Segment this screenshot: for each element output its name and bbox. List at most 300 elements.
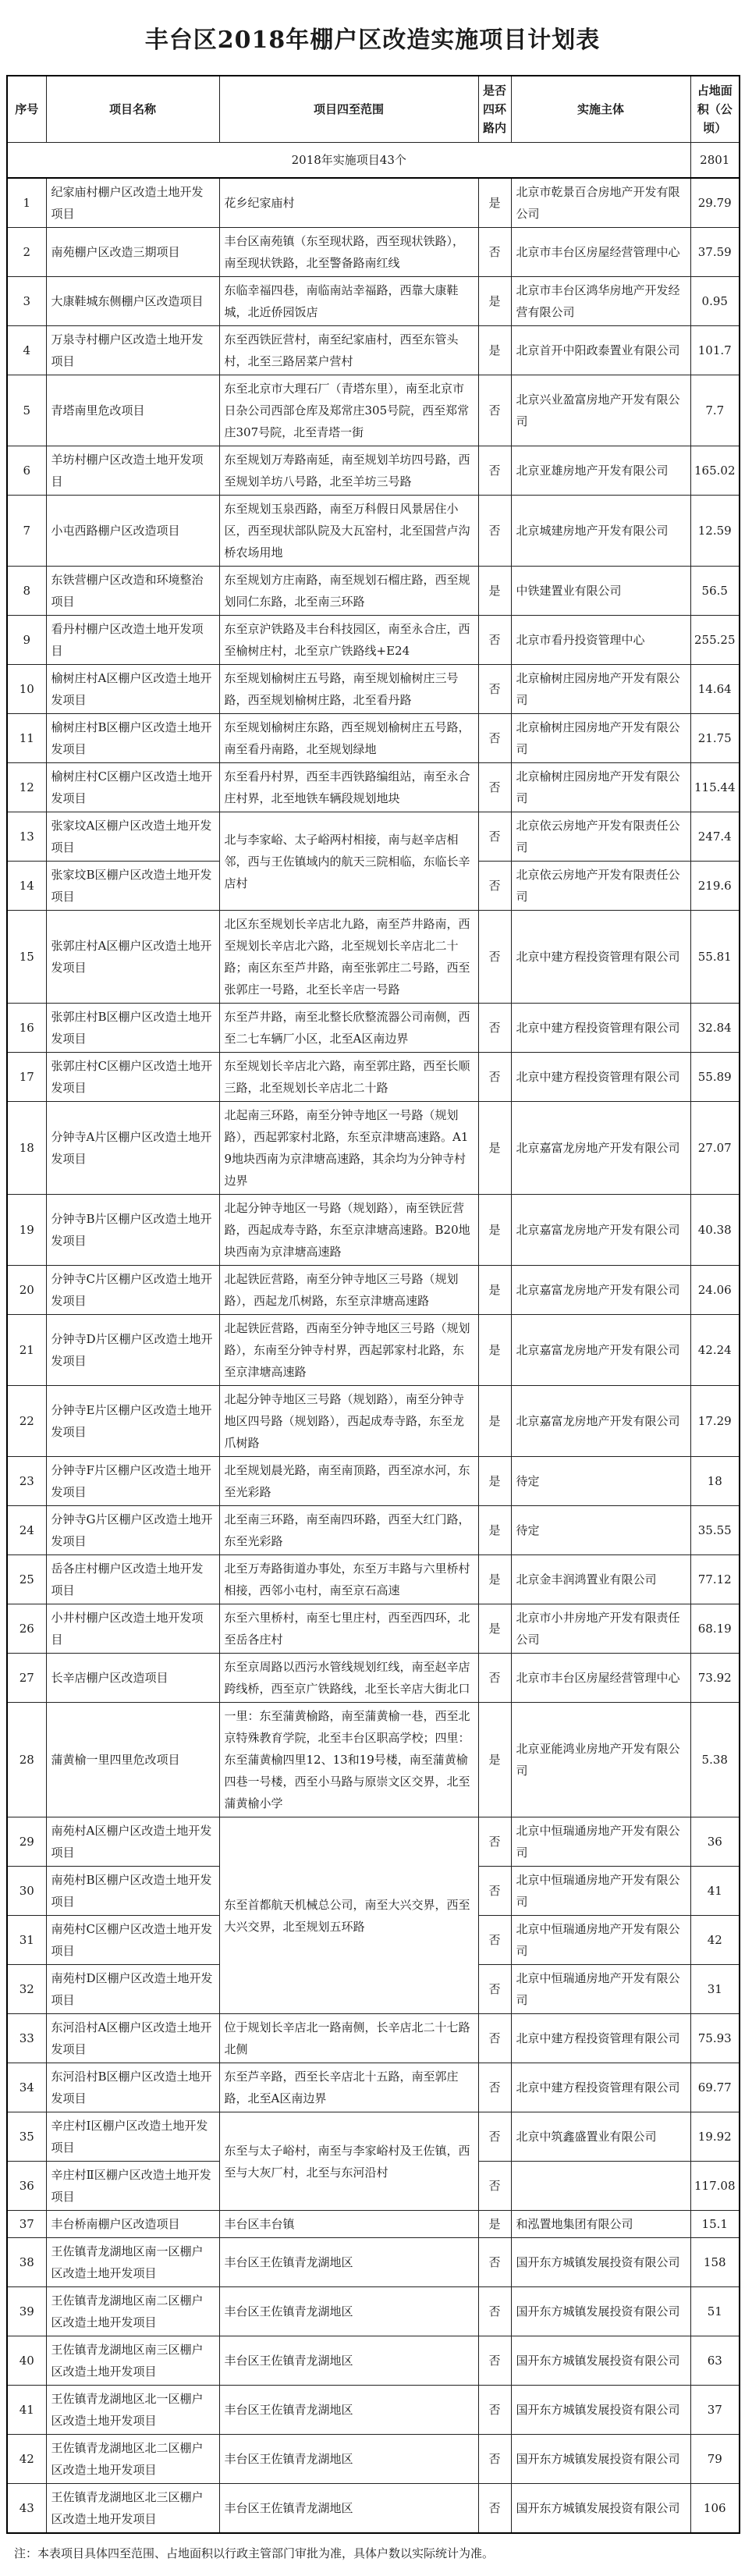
row-number-cell: 25 (7, 1555, 46, 1604)
project-name-cell: 王佐镇青龙湖地区北三区棚户区改造土地开发项目 (46, 2484, 219, 2534)
in-ring-cell: 否 (478, 2287, 511, 2336)
project-name-cell: 南苑村C区棚户区改造土地开发项目 (46, 1916, 219, 1965)
area-cell: 27.07 (690, 1102, 740, 1195)
entity-cell: 国开东方城镇发展投资有限公司 (511, 2336, 690, 2386)
in-ring-cell: 是 (478, 2211, 511, 2238)
in-ring-cell: 否 (478, 1654, 511, 1703)
table-row (7, 1053, 740, 1102)
row-number-cell: 20 (7, 1266, 46, 1315)
entity-cell: 北京嘉富龙房地产开发有限公司 (511, 1266, 690, 1315)
in-ring-cell: 是 (478, 1315, 511, 1386)
header-project-name: 项目名称 (46, 76, 219, 143)
table-row (7, 2211, 740, 2238)
table-row (7, 2063, 740, 2112)
area-cell: 32.84 (690, 1004, 740, 1053)
in-ring-cell: 是 (478, 1457, 511, 1506)
row-number-cell: 7 (7, 496, 46, 567)
project-name-cell: 分钟寺G片区棚户区改造土地开发项目 (46, 1506, 219, 1555)
project-range-cell: 丰台区王佐镇青龙湖地区 (219, 2435, 478, 2484)
area-cell: 63 (690, 2336, 740, 2386)
entity-cell: 国开东方城镇发展投资有限公司 (511, 2238, 690, 2287)
table-row (7, 2484, 740, 2534)
area-cell: 77.12 (690, 1555, 740, 1604)
table-row (7, 326, 740, 375)
project-range-cell: 北至南三环路，南至南四环路，西至大红门路，东至光彩路 (219, 1506, 478, 1555)
entity-cell: 北京中建方程投资管理有限公司 (511, 2063, 690, 2112)
table-row (7, 714, 740, 763)
header-implementing-entity: 实施主体 (511, 76, 690, 143)
row-number-cell: 9 (7, 616, 46, 665)
footnote: 注：本表项目具体四至范围、占地面积以行政主管部门审批为准，具体户数以实际统计为准。 (14, 2546, 495, 2560)
in-ring-cell: 否 (478, 1867, 511, 1916)
entity-cell: 北京嘉富龙房地产开发有限公司 (511, 1195, 690, 1266)
in-ring-cell: 否 (478, 2063, 511, 2112)
in-ring-cell: 是 (478, 1386, 511, 1457)
table-row (7, 1506, 740, 1555)
table-row (7, 616, 740, 665)
row-number-cell: 6 (7, 446, 46, 496)
project-range-cell: 丰台区王佐镇青龙湖地区 (219, 2336, 478, 2386)
project-name-cell: 岳各庄村棚户区改造土地开发项目 (46, 1555, 219, 1604)
entity-cell: 北京市小井房地产开发有限责任公司 (511, 1604, 690, 1654)
project-name-cell: 张郭庄村A区棚户区改造土地开发项目 (46, 911, 219, 1004)
project-name-cell: 东铁营棚户区改造和环境整治项目 (46, 567, 219, 616)
area-cell: 51 (690, 2287, 740, 2336)
table-row (7, 496, 740, 567)
row-number-cell: 13 (7, 812, 46, 862)
entity-cell: 北京中建方程投资管理有限公司 (511, 1053, 690, 1102)
in-ring-cell: 否 (478, 2238, 511, 2287)
area-cell: 0.95 (690, 277, 740, 326)
in-ring-cell: 是 (478, 1266, 511, 1315)
project-name-cell: 万泉寺村棚户区改造土地开发项目 (46, 326, 219, 375)
project-range-cell: 东临幸福四巷，南临南站幸福路，西靠大康鞋城，北近侨园饭店 (219, 277, 478, 326)
row-number-cell: 28 (7, 1703, 46, 1817)
in-ring-cell: 否 (478, 1965, 511, 2014)
table-row (7, 2238, 740, 2287)
area-cell: 21.75 (690, 714, 740, 763)
area-cell: 36 (690, 1817, 740, 1867)
table-row (7, 2112, 740, 2162)
in-ring-cell: 是 (478, 1506, 511, 1555)
row-number-cell: 31 (7, 1916, 46, 1965)
table-row (7, 1604, 740, 1654)
project-range-cell: 北起铁匠营路，西南至分钟寺地区三号路（规划路），东南至分钟寺村界，西起郭家村北路，东至京津塘高速路 (219, 1315, 478, 1386)
entity-cell (511, 2162, 690, 2211)
summary-label-cell: 2018年实施项目43个 (7, 143, 690, 179)
in-ring-cell: 否 (478, 2014, 511, 2063)
entity-cell: 北京市看丹投资管理中心 (511, 616, 690, 665)
project-range-cell: 东至芦辛路，西至长辛店北十五路，南至郭庄路，北至A区南边界 (219, 2063, 478, 2112)
row-number-cell: 16 (7, 1004, 46, 1053)
summary-area-cell: 2801 (690, 143, 740, 179)
row-number-cell: 36 (7, 2162, 46, 2211)
area-cell: 55.81 (690, 911, 740, 1004)
entity-cell: 北京金丰润鸿置业有限公司 (511, 1555, 690, 1604)
summary-row (7, 143, 740, 179)
header-project-range: 项目四至范围 (219, 76, 478, 143)
entity-cell: 北京嘉富龙房地产开发有限公司 (511, 1102, 690, 1195)
row-number-cell: 21 (7, 1315, 46, 1386)
project-range-cell: 一里：东至蒲黄榆路，南至蒲黄榆一巷，西至北京特殊教育学院，北至丰台区职高学校；四里：东至蒲黄榆四里12、13和19号楼，南至蒲黄榆四巷一号楼，西至小马路与原崇文区交界，北至蒲黄榆小学 (219, 1703, 478, 1817)
table-row (7, 1195, 740, 1266)
project-name-cell: 东河沿村A区棚户区改造土地开发项目 (46, 2014, 219, 2063)
table-row (7, 2386, 740, 2435)
table-row (7, 375, 740, 446)
row-number-cell: 1 (7, 178, 46, 228)
table-row (7, 228, 740, 277)
table-body (7, 143, 740, 2534)
in-ring-cell: 否 (478, 2162, 511, 2211)
in-ring-cell: 否 (478, 496, 511, 567)
project-range-cell: 东至与太子峪村，南至与李家峪村及王佐镇，西至与大灰厂村，北至与东河沿村 (219, 2112, 478, 2211)
project-name-cell: 王佐镇青龙湖地区南三区棚户区改造土地开发项目 (46, 2336, 219, 2386)
area-cell: 29.79 (690, 178, 740, 228)
project-name-cell: 南苑村D区棚户区改造土地开发项目 (46, 1965, 219, 2014)
project-range-cell: 北与李家峪、太子峪两村相接，南与赵辛店相邻，西与王佐镇域内的航天三院相临，东临长辛店村 (219, 812, 478, 911)
entity-cell: 国开东方城镇发展投资有限公司 (511, 2386, 690, 2435)
row-number-cell: 35 (7, 2112, 46, 2162)
project-range-cell: 东至京周路以西污水管线规划红线，南至赵辛店跨线桥，西至京广铁路线，北至长辛店大街北口 (219, 1654, 478, 1703)
project-range-cell: 东至京沪铁路及丰台科技园区，南至永合庄，西至榆树庄村，北至京广铁路线+E24 (219, 616, 478, 665)
entity-cell: 北京中建方程投资管理有限公司 (511, 911, 690, 1004)
table-row (7, 1555, 740, 1604)
project-range-cell: 北至规划晨光路，南至南顶路，西至凉水河，东至光彩路 (219, 1457, 478, 1506)
project-name-cell: 东河沿村B区棚户区改造土地开发项目 (46, 2063, 219, 2112)
entity-cell: 北京榆树庄园房地产开发有限公司 (511, 714, 690, 763)
in-ring-cell: 否 (478, 911, 511, 1004)
area-cell: 75.93 (690, 2014, 740, 2063)
area-cell: 12.59 (690, 496, 740, 567)
project-name-cell: 分钟寺D片区棚户区改造土地开发项目 (46, 1315, 219, 1386)
area-cell: 117.08 (690, 2162, 740, 2211)
project-name-cell: 张家坟A区棚户区改造土地开发项目 (46, 812, 219, 862)
project-range-cell: 丰台区丰台镇 (219, 2211, 478, 2238)
project-name-cell: 王佐镇青龙湖地区北二区棚户区改造土地开发项目 (46, 2435, 219, 2484)
table-row (7, 2014, 740, 2063)
area-cell: 5.38 (690, 1703, 740, 1817)
project-range-cell: 东至看丹村界，西至丰西铁路编组站，南至永合庄村界，北至地铁车辆段规划地块 (219, 763, 478, 812)
area-cell: 35.55 (690, 1506, 740, 1555)
in-ring-cell: 是 (478, 178, 511, 228)
in-ring-cell: 否 (478, 1916, 511, 1965)
project-name-cell: 小井村棚户区改造土地开发项目 (46, 1604, 219, 1654)
row-number-cell: 37 (7, 2211, 46, 2238)
project-range-cell: 丰台区南苑镇（东至现状路，西至现状铁路），南至现状铁路，北至警备路南红线 (219, 228, 478, 277)
project-name-cell: 张郭庄村B区棚户区改造土地开发项目 (46, 1004, 219, 1053)
table-row (7, 178, 740, 228)
header-land-area: 占地面积（公顷） (690, 76, 740, 143)
area-cell: 158 (690, 2238, 740, 2287)
area-cell: 37.59 (690, 228, 740, 277)
entity-cell: 北京市丰台区鸿华房地产开发经营有限公司 (511, 277, 690, 326)
project-range-cell: 东至规划玉泉西路，南至万科假日风景居住小区，西至现状部队院及大瓦窑村，北至国营卢沟桥农场用地 (219, 496, 478, 567)
area-cell: 31 (690, 1965, 740, 2014)
area-cell: 101.7 (690, 326, 740, 375)
row-number-cell: 5 (7, 375, 46, 446)
area-cell: 42.24 (690, 1315, 740, 1386)
in-ring-cell: 是 (478, 277, 511, 326)
project-range-cell: 东至北京市大理石厂（青塔东里），南至北京市日杂公司西部仓库及郑常庄305号院，西至郑常庄307号院，北至青塔一街 (219, 375, 478, 446)
row-number-cell: 33 (7, 2014, 46, 2063)
project-name-cell: 蒲黄榆一里四里危改项目 (46, 1703, 219, 1817)
project-name-cell: 分钟寺A片区棚户区改造土地开发项目 (46, 1102, 219, 1195)
project-range-cell: 东至规划方庄南路，南至规划石榴庄路，西至规划同仁东路，北至南三环路 (219, 567, 478, 616)
row-number-cell: 3 (7, 277, 46, 326)
area-cell: 42 (690, 1916, 740, 1965)
table-row (7, 2287, 740, 2336)
project-name-cell: 分钟寺E片区棚户区改造土地开发项目 (46, 1386, 219, 1457)
area-cell: 115.44 (690, 763, 740, 812)
header-serial-number: 序号 (7, 76, 46, 143)
row-number-cell: 29 (7, 1817, 46, 1867)
in-ring-cell: 否 (478, 763, 511, 812)
table-row (7, 1654, 740, 1703)
row-number-cell: 11 (7, 714, 46, 763)
project-name-cell: 纪家庙村棚户区改造土地开发项目 (46, 178, 219, 228)
entity-cell: 北京中恒瑞通房地产开发有限公司 (511, 1965, 690, 2014)
entity-cell: 北京亚能鸿业房地产开发有限公司 (511, 1703, 690, 1817)
project-name-cell: 大康鞋城东侧棚户区改造项目 (46, 277, 219, 326)
area-cell: 79 (690, 2435, 740, 2484)
row-number-cell: 43 (7, 2484, 46, 2534)
in-ring-cell: 是 (478, 1555, 511, 1604)
in-ring-cell: 否 (478, 446, 511, 496)
entity-cell: 北京依云房地产开发有限责任公司 (511, 812, 690, 862)
project-range-cell: 北起分钟寺地区一号路（规划路），南至铁匠营路，西起成寿寺路，东至京津塘高速路。B20地块西南为京津塘高速路 (219, 1195, 478, 1266)
entity-cell: 北京中恒瑞通房地产开发有限公司 (511, 1867, 690, 1916)
entity-cell: 北京嘉富龙房地产开发有限公司 (511, 1386, 690, 1457)
area-cell: 40.38 (690, 1195, 740, 1266)
in-ring-cell: 否 (478, 665, 511, 714)
project-name-cell: 分钟寺C片区棚户区改造土地开发项目 (46, 1266, 219, 1315)
area-cell: 41 (690, 1867, 740, 1916)
project-name-cell: 南苑村A区棚户区改造土地开发项目 (46, 1817, 219, 1867)
row-number-cell: 30 (7, 1867, 46, 1916)
project-name-cell: 王佐镇青龙湖地区南二区棚户区改造土地开发项目 (46, 2287, 219, 2336)
project-plan-table (6, 75, 740, 2534)
table-row (7, 1004, 740, 1053)
project-name-cell: 张家坟B区棚户区改造土地开发项目 (46, 862, 219, 911)
in-ring-cell: 否 (478, 714, 511, 763)
entity-cell: 国开东方城镇发展投资有限公司 (511, 2435, 690, 2484)
project-range-cell: 东至规划榆树庄东路，西至规划榆树庄五号路，南至看丹南路，北至规划绿地 (219, 714, 478, 763)
project-range-cell: 东至规划榆树庄五号路，南至规划榆树庄三号路，西至规划榆树庄路，北至看丹路 (219, 665, 478, 714)
project-name-cell: 分钟寺F片区棚户区改造土地开发项目 (46, 1457, 219, 1506)
project-name-cell: 南苑村B区棚户区改造土地开发项目 (46, 1867, 219, 1916)
table-row (7, 812, 740, 862)
project-name-cell: 长辛店棚户区改造项目 (46, 1654, 219, 1703)
area-cell: 219.6 (690, 862, 740, 911)
in-ring-cell: 是 (478, 567, 511, 616)
area-cell: 19.92 (690, 2112, 740, 2162)
in-ring-cell: 否 (478, 616, 511, 665)
row-number-cell: 17 (7, 1053, 46, 1102)
in-ring-cell: 否 (478, 1053, 511, 1102)
entity-cell: 北京中建方程投资管理有限公司 (511, 2014, 690, 2063)
table-row (7, 1315, 740, 1386)
entity-cell: 北京兴业盈富房地产开发有限公司 (511, 375, 690, 446)
project-range-cell: 东至规划长辛店北六路，南至郭庄路，西至长顺三路，北至规划长辛店北二十路 (219, 1053, 478, 1102)
in-ring-cell: 是 (478, 1102, 511, 1195)
row-number-cell: 41 (7, 2386, 46, 2435)
in-ring-cell: 否 (478, 812, 511, 862)
entity-cell: 北京榆树庄园房地产开发有限公司 (511, 665, 690, 714)
in-ring-cell: 否 (478, 2336, 511, 2386)
row-number-cell: 24 (7, 1506, 46, 1555)
area-cell: 18 (690, 1457, 740, 1506)
row-number-cell: 32 (7, 1965, 46, 2014)
row-number-cell: 12 (7, 763, 46, 812)
in-ring-cell: 否 (478, 2484, 511, 2534)
project-name-cell: 丰台桥南棚户区改造项目 (46, 2211, 219, 2238)
project-range-cell: 北起南三环路，南至分钟寺地区一号路（规划路），西起郭家村北路，东至京津塘高速路。A19地块西南为京津塘高速路，其余均为分钟寺村边界 (219, 1102, 478, 1195)
row-number-cell: 26 (7, 1604, 46, 1654)
area-cell: 106 (690, 2484, 740, 2534)
in-ring-cell: 否 (478, 1004, 511, 1053)
project-range-cell: 丰台区王佐镇青龙湖地区 (219, 2386, 478, 2435)
table-row (7, 446, 740, 496)
project-name-cell: 张郭庄村C区棚户区改造土地开发项目 (46, 1053, 219, 1102)
table-row (7, 911, 740, 1004)
project-range-cell: 丰台区王佐镇青龙湖地区 (219, 2287, 478, 2336)
row-number-cell: 27 (7, 1654, 46, 1703)
area-cell: 165.02 (690, 446, 740, 496)
area-cell: 15.1 (690, 2211, 740, 2238)
area-cell: 247.4 (690, 812, 740, 862)
row-number-cell: 14 (7, 862, 46, 911)
project-name-cell: 榆树庄村A区棚户区改造土地开发项目 (46, 665, 219, 714)
project-range-cell: 北至万寿路街道办事处，东至万丰路与六里桥村相接，西邻小屯村，南至京石高速 (219, 1555, 478, 1604)
in-ring-cell: 否 (478, 375, 511, 446)
area-cell: 17.29 (690, 1386, 740, 1457)
entity-cell: 北京依云房地产开发有限责任公司 (511, 862, 690, 911)
table-row (7, 2435, 740, 2484)
entity-cell: 北京榆树庄园房地产开发有限公司 (511, 763, 690, 812)
area-cell: 68.19 (690, 1604, 740, 1654)
table-row (7, 277, 740, 326)
row-number-cell: 19 (7, 1195, 46, 1266)
entity-cell: 北京中筑鑫盛置业有限公司 (511, 2112, 690, 2162)
area-cell: 55.89 (690, 1053, 740, 1102)
in-ring-cell: 否 (478, 2435, 511, 2484)
entity-cell: 北京市丰台区房屋经营管理中心 (511, 228, 690, 277)
project-name-cell: 榆树庄村B区棚户区改造土地开发项目 (46, 714, 219, 763)
table-row (7, 2336, 740, 2386)
row-number-cell: 34 (7, 2063, 46, 2112)
project-name-cell: 南苑棚户区改造三期项目 (46, 228, 219, 277)
project-name-cell: 羊坊村棚户区改造土地开发项目 (46, 446, 219, 496)
area-cell: 255.25 (690, 616, 740, 665)
entity-cell: 待定 (511, 1506, 690, 1555)
project-range-cell: 花乡纪家庙村 (219, 178, 478, 228)
area-cell: 56.5 (690, 567, 740, 616)
row-number-cell: 39 (7, 2287, 46, 2336)
area-cell: 73.92 (690, 1654, 740, 1703)
project-name-cell: 小屯西路棚户区改造项目 (46, 496, 219, 567)
table-row (7, 1266, 740, 1315)
row-number-cell: 2 (7, 228, 46, 277)
table-row (7, 1703, 740, 1817)
row-number-cell: 10 (7, 665, 46, 714)
entity-cell: 北京市丰台区房屋经营管理中心 (511, 1654, 690, 1703)
project-range-cell: 东至六里桥村，南至七里庄村，西至西四环，北至岳各庄村 (219, 1604, 478, 1654)
project-range-cell: 东至芦井路，南至北整长欣整流器公司南侧，西至二七车辆厂小区，北至A区南边界 (219, 1004, 478, 1053)
in-ring-cell: 否 (478, 1817, 511, 1867)
in-ring-cell: 是 (478, 326, 511, 375)
project-range-cell: 位于规划长辛店北一路南侧，长辛店北二十七路北侧 (219, 2014, 478, 2063)
table-row (7, 665, 740, 714)
area-cell: 7.7 (690, 375, 740, 446)
row-number-cell: 8 (7, 567, 46, 616)
project-range-cell: 东至首都航天机械总公司，南至大兴交界，西至大兴交界，北至规划五环路 (219, 1817, 478, 2014)
header-in-fourth-ring: 是否四环路内 (478, 76, 511, 143)
table-row (7, 763, 740, 812)
project-range-cell: 北起分钟寺地区三号路（规划路），南至分钟寺地区四号路（规划路），西起成寿寺路，东至龙爪树路 (219, 1386, 478, 1457)
table-row (7, 1817, 740, 1867)
table-row (7, 567, 740, 616)
project-name-cell: 王佐镇青龙湖地区南一区棚户区改造土地开发项目 (46, 2238, 219, 2287)
project-name-cell: 榆树庄村C区棚户区改造土地开发项目 (46, 763, 219, 812)
in-ring-cell: 否 (478, 862, 511, 911)
entity-cell: 和泓置地集团有限公司 (511, 2211, 690, 2238)
area-cell: 69.77 (690, 2063, 740, 2112)
project-range-cell: 东至西铁匠营村，南至纪家庙村，西至东管头村，北至三路居菜户营村 (219, 326, 478, 375)
in-ring-cell: 是 (478, 1703, 511, 1817)
in-ring-cell: 是 (478, 1604, 511, 1654)
project-range-cell: 北区东至规划长辛店北九路，南至芦井路南，西至规划长辛店北六路，北至规划长辛店北二十路；南区东至芦井路，南至张郭庄二号路，西至张郭庄一号路，北至长辛店一号路 (219, 911, 478, 1004)
project-range-cell: 北起铁匠营路，南至分钟寺地区三号路（规划路），西起龙爪树路，东至京津塘高速路 (219, 1266, 478, 1315)
row-number-cell: 15 (7, 911, 46, 1004)
project-range-cell: 丰台区王佐镇青龙湖地区 (219, 2238, 478, 2287)
row-number-cell: 22 (7, 1386, 46, 1457)
row-number-cell: 18 (7, 1102, 46, 1195)
project-name-cell: 分钟寺B片区棚户区改造土地开发项目 (46, 1195, 219, 1266)
project-name-cell: 看丹村棚户区改造土地开发项目 (46, 616, 219, 665)
table-row (7, 1457, 740, 1506)
project-range-cell: 东至规划万寿路南延，南至规划羊坊四号路，西至规划羊坊八号路，北至羊坊三号路 (219, 446, 478, 496)
row-number-cell: 4 (7, 326, 46, 375)
entity-cell: 中铁建置业有限公司 (511, 567, 690, 616)
entity-cell: 北京亚雄房地产开发有限公司 (511, 446, 690, 496)
entity-cell: 国开东方城镇发展投资有限公司 (511, 2484, 690, 2534)
project-name-cell: 辛庄村Ⅰ区棚户区改造土地开发项目 (46, 2112, 219, 2162)
area-cell: 24.06 (690, 1266, 740, 1315)
row-number-cell: 23 (7, 1457, 46, 1506)
entity-cell: 北京中恒瑞通房地产开发有限公司 (511, 1817, 690, 1867)
entity-cell: 北京嘉富龙房地产开发有限公司 (511, 1315, 690, 1386)
in-ring-cell: 否 (478, 228, 511, 277)
header-row (7, 76, 740, 143)
project-name-cell: 青塔南里危改项目 (46, 375, 219, 446)
entity-cell: 北京城建房地产开发有限公司 (511, 496, 690, 567)
entity-cell: 国开东方城镇发展投资有限公司 (511, 2287, 690, 2336)
row-number-cell: 42 (7, 2435, 46, 2484)
table-row (7, 1386, 740, 1457)
row-number-cell: 40 (7, 2336, 46, 2386)
area-cell: 14.64 (690, 665, 740, 714)
page-title: 丰台区2018年棚户区改造实施项目计划表 (144, 27, 601, 54)
row-number-cell: 38 (7, 2238, 46, 2287)
area-cell: 37 (690, 2386, 740, 2435)
entity-cell: 北京首开中阳政泰置业有限公司 (511, 326, 690, 375)
entity-cell: 北京中恒瑞通房地产开发有限公司 (511, 1916, 690, 1965)
in-ring-cell: 否 (478, 2112, 511, 2162)
entity-cell: 北京中建方程投资管理有限公司 (511, 1004, 690, 1053)
entity-cell: 待定 (511, 1457, 690, 1506)
table-row (7, 1102, 740, 1195)
project-name-cell: 辛庄村Ⅱ区棚户区改造土地开发项目 (46, 2162, 219, 2211)
